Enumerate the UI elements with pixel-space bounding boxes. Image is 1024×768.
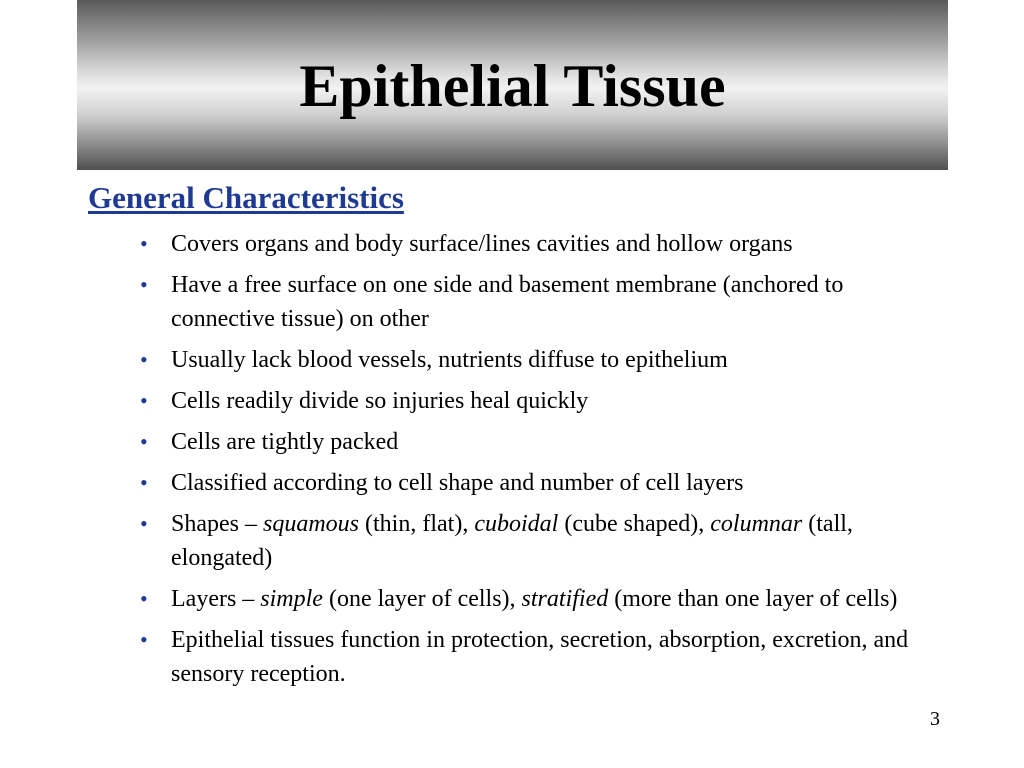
bullet-item bbox=[140, 227, 950, 261]
bullet-text bbox=[171, 272, 843, 332]
bullet-text bbox=[171, 627, 908, 687]
bullet-icon: • bbox=[140, 511, 148, 536]
bullet-text bbox=[171, 429, 398, 455]
bullet-text bbox=[171, 511, 853, 571]
bullet-segment: (more than one layer of cells) bbox=[608, 586, 898, 612]
bullet-segment: Classified according to cell shape and number of cell layers bbox=[171, 470, 744, 496]
bullet-item bbox=[140, 507, 950, 575]
bullet-segment: Shapes – bbox=[171, 511, 263, 537]
bullet-text bbox=[171, 231, 793, 257]
bullet-item bbox=[140, 582, 950, 616]
title-banner bbox=[77, 0, 948, 170]
bullet-term: simple bbox=[260, 586, 323, 612]
bullet-text bbox=[171, 586, 897, 612]
page-number: 3 bbox=[930, 708, 940, 730]
bullet-term: stratified bbox=[521, 586, 609, 612]
bullet-segment: Cells are tightly packed bbox=[171, 429, 399, 455]
bullet-segment: (one layer of cells), bbox=[322, 586, 522, 612]
section-heading: General Characteristics bbox=[88, 180, 404, 215]
bullet-segment: Covers organs and body surface/lines cavities and hollow organs bbox=[171, 231, 793, 257]
bullet-text bbox=[171, 347, 728, 373]
bullet-segment: Cells readily divide so injuries heal quickly bbox=[171, 388, 589, 414]
bullet-icon: • bbox=[140, 429, 148, 454]
bullet-icon: • bbox=[140, 586, 148, 611]
bullet-item bbox=[140, 268, 950, 336]
bullet-icon: • bbox=[140, 470, 148, 495]
bullet-text bbox=[171, 388, 588, 414]
bullet-segment: Epithelial tissues function in protection, secretion, absorption, excretion, and sensory reception. bbox=[171, 627, 909, 687]
bullet-icon: • bbox=[140, 231, 148, 256]
bullet-segment: Layers – bbox=[171, 586, 261, 612]
bullet-segment: Have a free surface on one side and basement membrane (anchored to connective tissue) on other bbox=[171, 272, 844, 332]
bullet-term: cuboidal bbox=[474, 511, 559, 537]
slide-title: Epithelial Tissue bbox=[299, 53, 726, 119]
bullet-term: squamous bbox=[263, 511, 360, 537]
bullet-segment: (tall, elongated) bbox=[171, 511, 853, 571]
bullet-term: columnar bbox=[710, 511, 803, 537]
bullet-text bbox=[171, 470, 743, 496]
bullet-segment: (thin, flat), bbox=[359, 511, 475, 537]
bullet-item bbox=[140, 384, 950, 418]
bullet-segment: Usually lack blood vessels, nutrients diffuse to epithelium bbox=[171, 347, 728, 373]
bullet-icon: • bbox=[140, 388, 148, 413]
bullet-list bbox=[140, 227, 950, 698]
bullet-icon: • bbox=[140, 347, 148, 372]
bullet-icon: • bbox=[140, 627, 148, 652]
bullet-item bbox=[140, 343, 950, 377]
bullet-item bbox=[140, 466, 950, 500]
bullet-icon: • bbox=[140, 272, 148, 297]
bullet-item bbox=[140, 425, 950, 459]
bullet-item bbox=[140, 623, 950, 691]
bullet-segment: (cube shaped), bbox=[558, 511, 711, 537]
